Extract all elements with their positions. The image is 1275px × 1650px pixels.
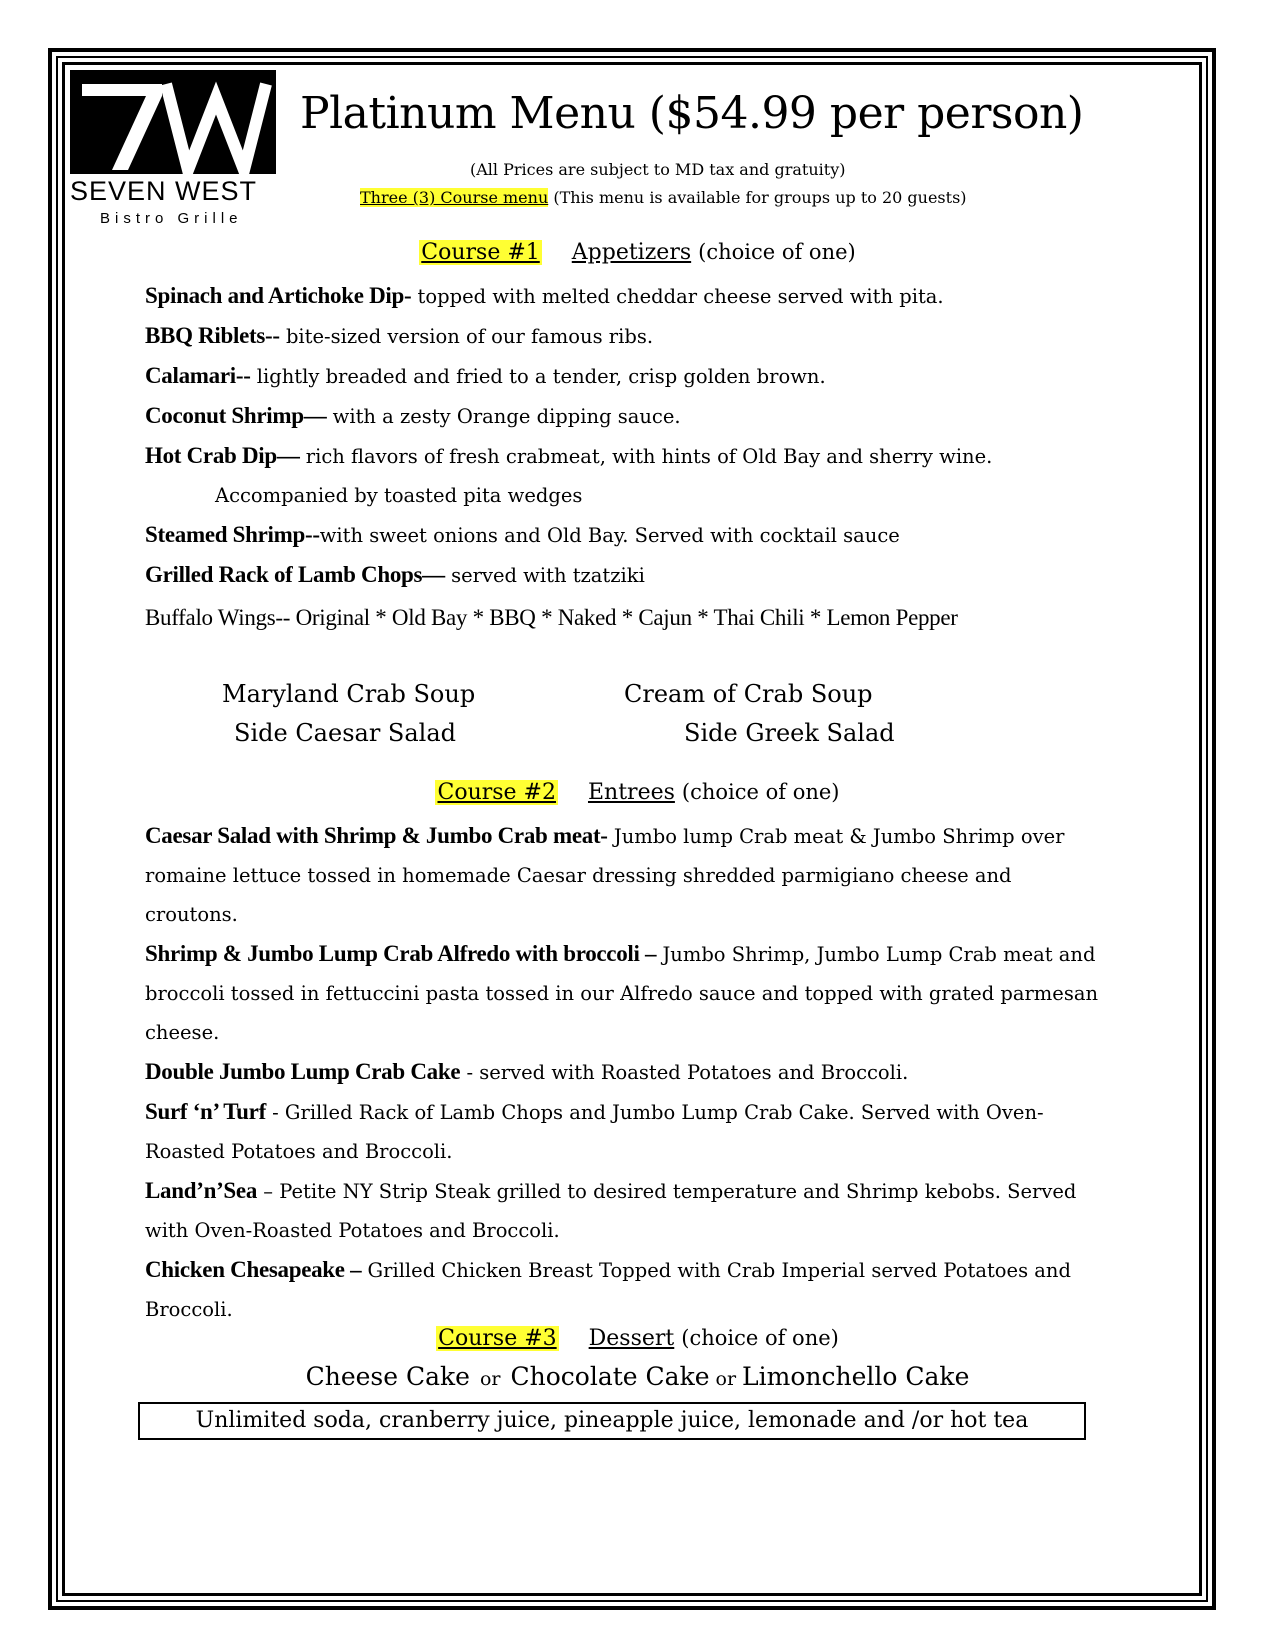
- dessert-options: [0, 1362, 1275, 1391]
- course2-name: Entrees: [587, 780, 675, 805]
- item-desc: Grilled Chicken Breast Topped with Crab Imperial served Potatoes and Broccoli.: [145, 1259, 1071, 1321]
- list-item: [145, 476, 1115, 515]
- item-name: Steamed Shrimp--: [145, 522, 320, 547]
- item-desc: rich flavors of fresh crabmeat, with hints of Old Bay and sherry wine.: [299, 445, 993, 468]
- item-name: Coconut Shrimp—: [145, 403, 327, 428]
- list-item: [145, 515, 1115, 555]
- course3-name: Dessert: [588, 1326, 675, 1351]
- logo-name: SEVEN WEST: [70, 176, 258, 206]
- dessert-option: Chocolate Cake: [510, 1362, 710, 1391]
- course2-choice: (choice of one): [681, 780, 840, 804]
- item-name: Buffalo Wings-- Original * Old Bay * BBQ * Naked * Cajun * Thai Chili * Lemon Pepper: [145, 605, 958, 630]
- list-item: [145, 555, 1115, 595]
- course3-choice: (choice of one): [681, 1326, 839, 1350]
- availability-note: (This menu is available for groups up to 20 guests): [553, 188, 967, 207]
- list-item: [145, 816, 1110, 934]
- course1-items: [145, 276, 1115, 641]
- course3-heading: [0, 1326, 1275, 1351]
- course2-label: Course #2: [437, 780, 556, 805]
- course3-label: Course #3: [438, 1326, 557, 1351]
- course1-label: Course #1: [421, 240, 540, 265]
- tax-note: (All Prices are subject to MD tax and gratuity): [470, 160, 846, 179]
- list-item: [145, 356, 1115, 396]
- seven-west-logo: [70, 70, 280, 230]
- dessert-option: Limonchello Cake: [742, 1362, 970, 1391]
- item-name: Double Jumbo Lump Crab Cake: [145, 1059, 461, 1084]
- list-item: [145, 396, 1115, 436]
- soup-option: Maryland Crab Soup: [222, 680, 476, 708]
- salad-option: Side Caesar Salad: [234, 719, 457, 747]
- list-item: [145, 1052, 1110, 1092]
- course1-choice: (choice of one): [698, 240, 856, 264]
- item-desc: with sweet onions and Old Bay. Served with cocktail sauce: [319, 524, 900, 547]
- item-desc: - Grilled Rack of Lamb Chops and Jumbo Lump Crab Cake. Served with Oven-Roasted Potatoes and Broccoli.: [145, 1101, 1044, 1163]
- course2-heading: [0, 780, 1275, 805]
- item-name: Hot Crab Dip—: [145, 443, 300, 468]
- course-menu-line: [360, 188, 967, 207]
- or-separator: or: [715, 1368, 737, 1390]
- item-desc: Jumbo Shrimp, Jumbo Lump Crab meat and broccoli tossed in fettuccini pasta tossed in our Alfredo sauce and topped with grated parmesan cheese.: [145, 943, 1099, 1044]
- or-separator: or: [479, 1368, 501, 1390]
- logo-subtitle: Bistro Grille: [100, 210, 243, 227]
- salad-option: Side Greek Salad: [684, 719, 895, 747]
- list-item: [145, 1092, 1110, 1171]
- list-item: [145, 436, 1115, 476]
- item-desc: topped with melted cheddar cheese served with pita.: [411, 285, 944, 308]
- course2-items: [145, 816, 1110, 1329]
- list-item: [145, 276, 1115, 316]
- item-name: Chicken Chesapeake –: [145, 1257, 362, 1282]
- item-name: Shrimp & Jumbo Lump Crab Alfredo with broccoli –: [145, 941, 657, 966]
- item-desc: Accompanied by toasted pita wedges: [215, 484, 583, 507]
- list-item: [145, 1171, 1110, 1250]
- course-menu-label: Three (3) Course menu: [360, 188, 549, 207]
- soup-option: Cream of Crab Soup: [624, 680, 873, 708]
- item-desc: lightly breaded and fried to a tender, crisp golden brown.: [250, 365, 826, 388]
- list-item: [145, 316, 1115, 356]
- item-desc: - served with Roasted Potatoes and Broccoli.: [460, 1061, 909, 1084]
- item-name: Land’n’Sea: [145, 1178, 258, 1203]
- item-desc: – Petite NY Strip Steak grilled to desired temperature and Shrimp kebobs. Served with Oven-Roasted Potatoes and Broccoli.: [145, 1180, 1077, 1242]
- list-item: [145, 1250, 1110, 1329]
- item-desc: Jumbo lump Crab meat & Jumbo Shrimp over romaine lettuce tossed in homemade Caesar dressing shredded parmigiano cheese and croutons.: [145, 825, 1065, 926]
- item-desc: with a zesty Orange dipping sauce.: [326, 405, 681, 428]
- item-name: Surf ‘n’ Turf: [145, 1099, 266, 1124]
- course1-name: Appetizers: [571, 240, 692, 265]
- course1-heading: [0, 240, 1275, 265]
- item-name: Spinach and Artichoke Dip-: [145, 283, 412, 308]
- item-name: Calamari--: [145, 363, 251, 388]
- list-item: [145, 595, 1115, 641]
- dessert-option: Cheese Cake: [305, 1362, 470, 1391]
- item-desc: served with tzatziki: [444, 564, 645, 587]
- menu-title: Platinum Menu ($54.99 per person): [300, 88, 1084, 139]
- item-desc: bite-sized version of our famous ribs.: [279, 325, 654, 348]
- drinks-box: Unlimited soda, cranberry juice, pineapple juice, lemonade and /or hot tea: [138, 1402, 1086, 1440]
- item-name: BBQ Riblets--: [145, 323, 280, 348]
- item-name: Caesar Salad with Shrimp & Jumbo Crab meat-: [145, 823, 608, 848]
- logo-mark-7w: [70, 70, 276, 174]
- list-item: [145, 934, 1110, 1052]
- item-name: Grilled Rack of Lamb Chops—: [145, 562, 445, 587]
